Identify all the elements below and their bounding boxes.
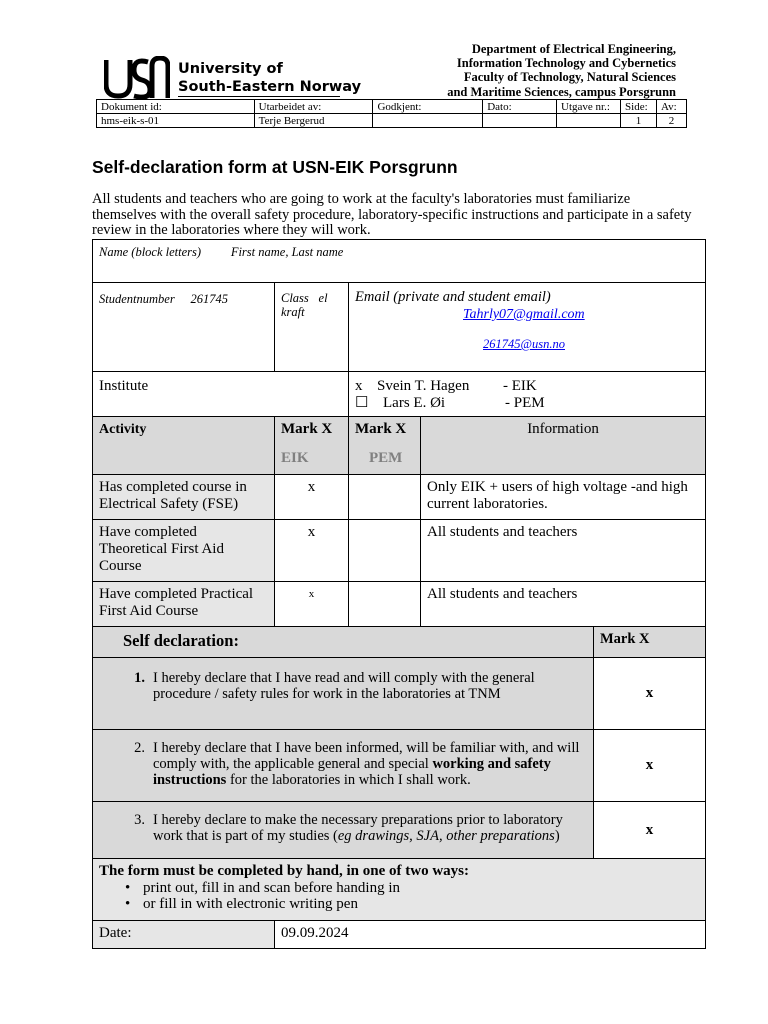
meta-value-page: 1 <box>621 114 657 128</box>
activity-info: All students and teachers <box>421 582 706 627</box>
markx-pem-header <box>349 417 421 475</box>
institute-label-cell <box>93 372 349 417</box>
institute-options-cell <box>349 372 706 417</box>
meta-label: Av: <box>656 100 686 114</box>
activity-info: All students and teachers <box>421 520 706 582</box>
self-declaration-header-row <box>93 627 706 658</box>
name-label: Name (block letters) <box>99 245 202 259</box>
declaration-text: I hereby declare that I have read and will comply with the general procedure / safety rules for work in the laboratories at TNM <box>153 670 535 702</box>
institute-option-eik[interactable] <box>355 378 699 395</box>
activity-pem-mark[interactable] <box>349 520 421 582</box>
markx-header: Mark X <box>594 627 706 658</box>
meta-label: Utarbeidet av: <box>254 100 373 114</box>
declaration-text-cell <box>93 802 594 859</box>
declaration-number: 3. <box>134 812 145 828</box>
institute-name: Lars E. Øi <box>383 395 446 411</box>
student-info-row <box>93 283 706 372</box>
meta-labels-row <box>97 100 687 114</box>
declaration-text-italic: eg drawings, SJA, other preparations <box>337 828 555 844</box>
date-row <box>93 921 706 949</box>
declaration-mark[interactable]: x <box>594 658 706 730</box>
declaration-mark[interactable]: x <box>594 802 706 859</box>
institute-code: - PEM <box>505 395 545 411</box>
activity-info: Only EIK + users of high voltage -and high current laboratories. <box>421 475 706 520</box>
date-label: Date: <box>93 921 275 949</box>
completion-item: • print out, fill in and scan before handing in <box>125 880 401 896</box>
declaration-number: 2. <box>134 740 145 756</box>
activity-eik-mark[interactable]: x <box>275 475 349 520</box>
class-value[interactable]: el <box>318 291 328 305</box>
self-declaration-header: Self declaration: <box>93 627 594 658</box>
logo-divider <box>178 96 340 97</box>
email-label: Email (private and student email) <box>355 289 551 305</box>
email-private-link[interactable]: Tahrly07@gmail.com <box>463 307 585 322</box>
declaration-row <box>93 802 706 859</box>
declaration-row <box>93 658 706 730</box>
intro-text: All students and teachers who are going to work at the faculty's laboratories must familiarize themselves with the overall safety procedure, laboratory-specific instructions and participate in a safety review in the laboratories where they will work. <box>92 191 692 238</box>
declaration-text-bold: working and safety instructions <box>153 756 551 788</box>
declaration-number: 1. <box>134 670 145 686</box>
department-line: and Maritime Sciences, campus Porsgrunn <box>447 84 676 99</box>
institute-label: Institute <box>99 378 149 394</box>
usn-logo <box>104 56 361 100</box>
activity-name: Have completed Theoretical First Aid Course <box>93 520 275 582</box>
department-line: Faculty of Technology, Natural Sciences <box>463 70 676 85</box>
completion-item: • or fill in with electronic writing pen <box>125 896 358 912</box>
document-meta-table <box>96 99 687 128</box>
activity-name: Has completed course in Electrical Safety (FSE) <box>93 475 275 520</box>
activity-pem-mark[interactable] <box>349 475 421 520</box>
completion-item-text: or fill in with electronic writing pen <box>143 896 358 912</box>
markx-eik-header <box>275 417 349 475</box>
department-line: Department of Electrical Engineering, <box>471 42 676 56</box>
email-student-link[interactable]: 261745@usn.no <box>483 337 565 351</box>
meta-label: Dokument id: <box>97 100 255 114</box>
department-line: Information Technology and Cybernetics <box>456 56 676 71</box>
meta-value-approved <box>373 114 483 128</box>
logo-line-1: University of <box>178 61 283 77</box>
institute-row <box>93 372 706 417</box>
meta-value-prepared-by: Terje Bergerud <box>254 114 373 128</box>
completion-cell <box>93 859 706 921</box>
studentnumber-label: Studentnumber <box>99 292 175 306</box>
activity-eik-mark[interactable]: x <box>275 582 349 627</box>
eik-label: EIK <box>281 450 309 466</box>
completion-header: The form must be completed by hand, in one of two ways: <box>99 863 470 879</box>
class-cell[interactable] <box>275 283 349 372</box>
class-value-cont[interactable]: kraft <box>281 305 305 319</box>
activity-pem-mark[interactable] <box>349 582 421 627</box>
declaration-text-cell <box>93 658 594 730</box>
name-row <box>93 240 706 283</box>
department-block <box>376 42 676 99</box>
name-value[interactable]: First name, Last name <box>230 245 344 259</box>
declaration-row <box>93 730 706 802</box>
name-cell[interactable] <box>93 240 706 283</box>
institute-checkbox[interactable]: x <box>355 378 363 394</box>
meta-value-date <box>483 114 557 128</box>
meta-value-document-id: hms-eik-s-01 <box>97 114 255 128</box>
institute-checkbox[interactable]: ☐ <box>355 395 369 411</box>
meta-label: Dato: <box>483 100 557 114</box>
class-label: Class <box>281 291 309 305</box>
activity-name: Have completed Practical First Aid Course <box>93 582 275 627</box>
logo-text <box>178 60 361 96</box>
institute-code: - EIK <box>503 378 537 394</box>
page-title: Self-declaration form at USN-EIK Porsgrunn <box>92 157 458 177</box>
meta-value-of: 2 <box>656 114 686 128</box>
studentnumber-value[interactable]: 261745 <box>190 292 228 306</box>
logo-line-2: South-Eastern Norway <box>178 79 362 95</box>
declaration-text <box>153 812 587 844</box>
self-declaration-form <box>92 239 706 949</box>
email-cell[interactable] <box>349 283 706 372</box>
declaration-text-cell <box>93 730 594 802</box>
declaration-text-part: I hereby declare that I have been informed, will be familiar with, and will comply with, the applicable general and special <box>153 740 580 772</box>
meta-value-edition <box>557 114 621 128</box>
institute-name: Svein T. Hagen <box>377 378 470 394</box>
markx-label: Mark X <box>281 421 333 437</box>
activity-header-row <box>93 417 706 475</box>
declaration-text-part: for the laboratories in which I shall work. <box>226 772 471 788</box>
declaration-text <box>153 740 587 788</box>
information-header: Information <box>421 417 706 475</box>
markx-label: Mark X <box>355 421 407 437</box>
usn-logo-mark <box>104 56 170 100</box>
meta-label: Godkjent: <box>373 100 483 114</box>
activity-row <box>93 582 706 627</box>
pem-label: PEM <box>369 450 403 466</box>
completion-list <box>99 880 699 912</box>
activity-row <box>93 475 706 520</box>
activity-eik-mark[interactable]: x <box>275 520 349 582</box>
completion-row <box>93 859 706 921</box>
meta-label: Utgave nr.: <box>557 100 621 114</box>
declaration-mark[interactable]: x <box>594 730 706 802</box>
activity-header: Activity <box>93 417 275 475</box>
activity-row <box>93 520 706 582</box>
institute-option-pem[interactable] <box>355 395 699 412</box>
studentnumber-cell[interactable] <box>93 283 275 372</box>
date-value[interactable]: 09.09.2024 <box>275 921 706 949</box>
declaration-text-part: I hereby declare to make the necessary preparations prior to laboratory work that is part of my studies ( <box>153 812 563 844</box>
declaration-text-part: ) <box>554 828 560 844</box>
completion-item-text: print out, fill in and scan before handing in <box>143 880 401 896</box>
meta-values-row <box>97 114 687 128</box>
meta-label: Side: <box>621 100 657 114</box>
